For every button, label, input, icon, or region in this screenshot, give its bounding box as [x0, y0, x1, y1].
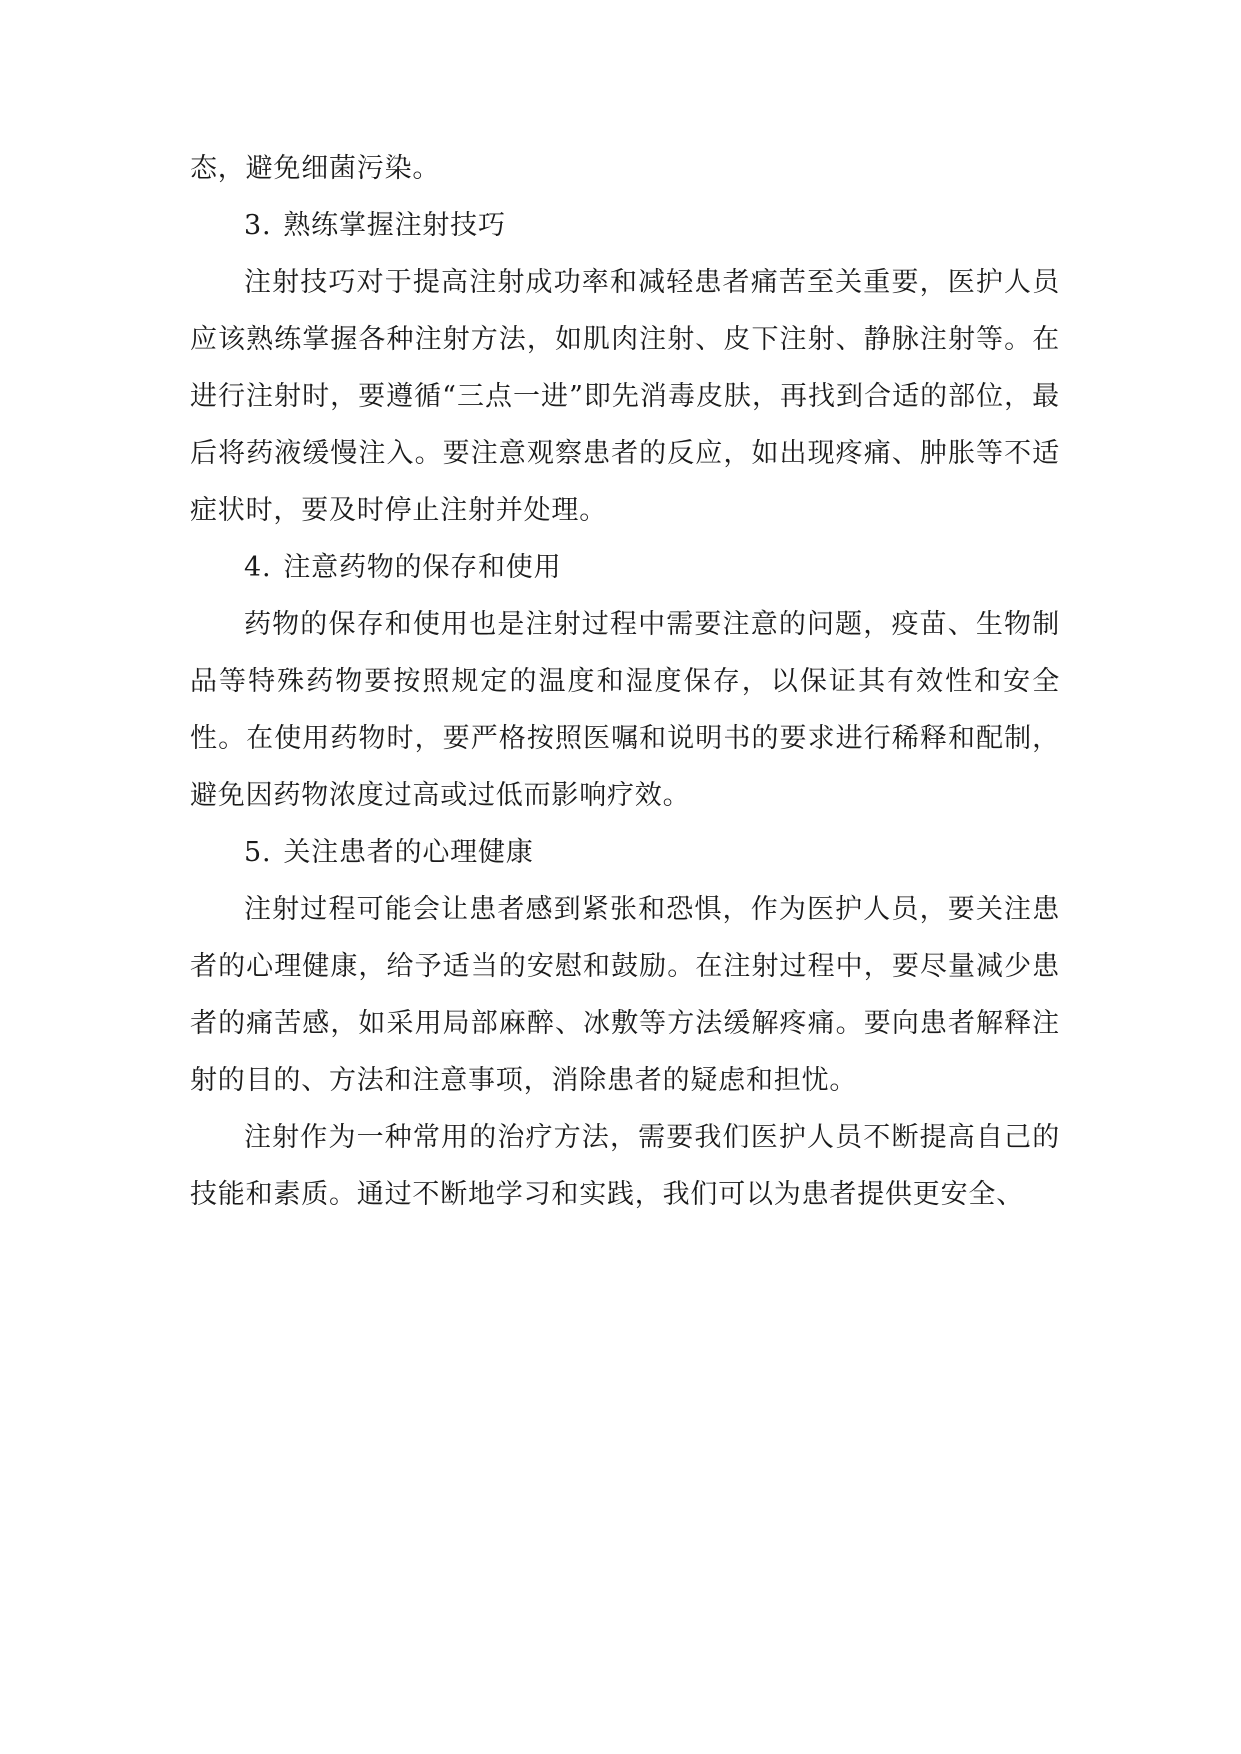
paragraph-drug-storage: 药物的保存和使用也是注射过程中需要注意的问题，疫苗、生物制品等特殊药物要按照规定的温度和湿度保存，以保证其有效性和安全性。在使用药物时，要严格按照医嘱和说明书的要求进行稀释和配制，避免因药物浓度过高或过低而影响疗效。: [190, 609, 1060, 811]
paragraph-patient-psychology: 注射过程可能会让患者感到紧张和恐惧，作为医护人员，要关注患者的心理健康，给予适当的安慰和鼓励。在注射过程中，要尽量减少患者的痛苦感，如采用局部麻醉、冰敷等方法缓解疼痛。要向患者解释注射的目的、方法和注意事项，消除患者的疑虑和担忧。: [190, 894, 1060, 1096]
section-number: 3.: [244, 210, 272, 241]
paragraph-conclusion: 注射作为一种常用的治疗方法，需要我们医护人员不断提高自己的技能和素质。通过不断地学习和实践，我们可以为患者提供更安全、: [190, 1122, 1060, 1210]
section-number: 4.: [244, 552, 272, 583]
section-heading-4: [190, 539, 1060, 596]
paragraph-injection-technique: 注射技巧对于提高注射成功率和减轻患者痛苦至关重要，医护人员应该熟练掌握各种注射方法，如肌肉注射、皮下注射、静脉注射等。在进行注射时，要遵循“三点一进”即先消毒皮肤，再找到合适的部位，最后将药液缓慢注入。要注意观察患者的反应，如出现疼痛、肿胀等不适症状时，要及时停止注射并处理。: [190, 267, 1060, 526]
section-title: 关注患者的心理健康: [283, 837, 534, 868]
document-body: [190, 140, 1060, 1223]
section-title: 注意药物的保存和使用: [283, 552, 562, 583]
section-number: 5.: [244, 837, 272, 868]
section-heading-3: [190, 197, 1060, 254]
section-title: 熟练掌握注射技巧: [283, 210, 506, 241]
paragraph-continuation: 态，避免细菌污染。: [190, 153, 441, 184]
section-heading-5: [190, 824, 1060, 881]
